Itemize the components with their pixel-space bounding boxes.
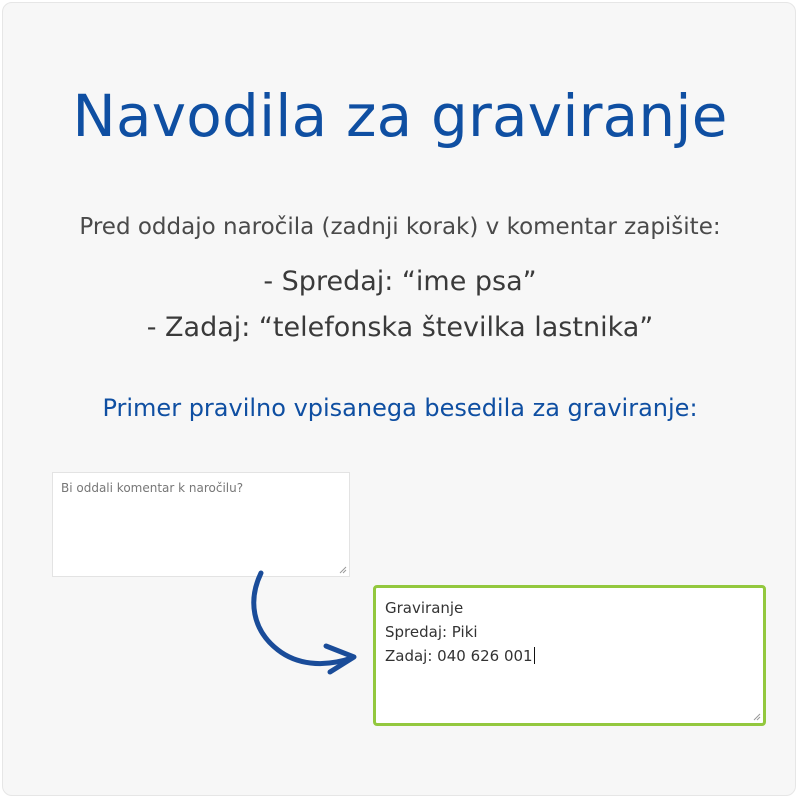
resize-grip-icon[interactable] xyxy=(753,713,761,721)
text-caret xyxy=(534,647,535,664)
front-engraving-line: - Spredaj: “ime psa” xyxy=(263,266,537,297)
example-line-title: Graviranje xyxy=(385,599,464,617)
page-title: Navodila za graviranje xyxy=(72,82,728,150)
instruction-text: Pred oddajo naročila (zadnji korak) v komentar zapišite: xyxy=(79,214,721,240)
example-line-back: Zadaj: 040 626 001 xyxy=(385,647,533,665)
example-comment-textarea[interactable] xyxy=(373,585,766,726)
comment-textarea[interactable] xyxy=(52,472,350,577)
example-line-back-row xyxy=(385,644,535,668)
example-line-front: Spredaj: Piki xyxy=(385,623,478,641)
comment-placeholder: Bi oddali komentar k naročilu? xyxy=(61,481,244,495)
example-heading: Primer pravilno vpisanega besedila za graviranje: xyxy=(102,394,698,422)
back-engraving-line: - Zadaj: “telefonska številka lastnika” xyxy=(146,312,654,343)
resize-grip-icon[interactable] xyxy=(339,566,347,574)
